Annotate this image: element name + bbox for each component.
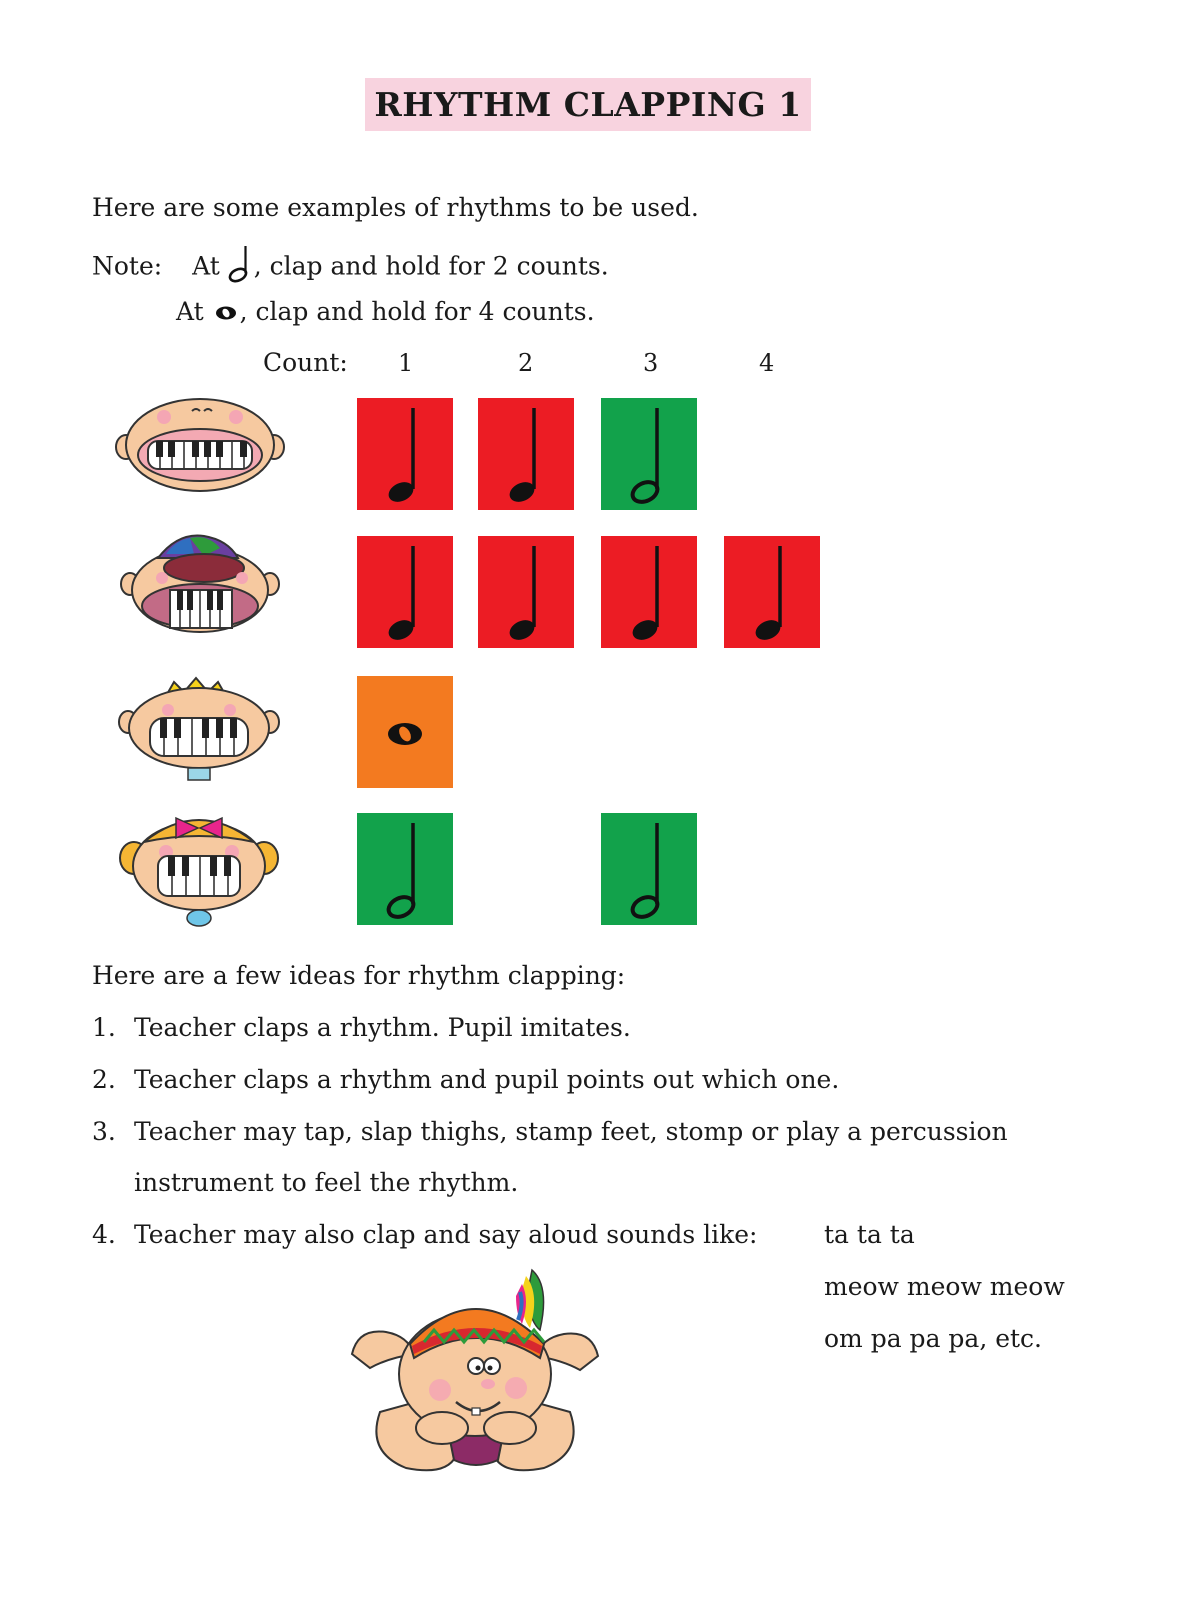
count-number-1: 1 (398, 349, 414, 377)
idea-number: 4. (92, 1220, 116, 1249)
intro-text: Here are some examples of rhythms to be used. (92, 193, 699, 222)
bow-girl-face-icon (114, 812, 284, 928)
count-number-2: 2 (518, 349, 534, 377)
quarter-note-box (724, 536, 820, 648)
feather-headband-boy-icon (340, 1262, 610, 1488)
idea-text: Teacher claps a rhythm. Pupil imitates. (134, 1013, 631, 1042)
idea-number: 2. (92, 1065, 116, 1094)
quarter-note-icon (724, 536, 820, 648)
idea-item-4 (92, 1219, 757, 1251)
note-half-line (92, 244, 609, 292)
idea-text: Teacher may also clap and say aloud sounds like: (134, 1220, 758, 1249)
count-label: Count: (263, 348, 348, 377)
whole-note-icon (357, 676, 453, 788)
note-label: Note: (92, 251, 163, 281)
sound-ta: ta ta ta (824, 1220, 915, 1249)
note-half-text: , clap and hold for 2 counts. (253, 251, 609, 281)
ideas-heading: Here are a few ideas for rhythm clapping: (92, 961, 626, 990)
half-note-box (601, 398, 697, 510)
whole-note-icon (212, 298, 240, 330)
half-note-icon (357, 813, 453, 925)
idea-number: 1. (92, 1013, 116, 1042)
idea-text: instrument to feel the rhythm. (134, 1168, 519, 1197)
quarter-note-icon (357, 536, 453, 648)
crown-face-icon (116, 676, 282, 788)
quarter-note-box (357, 536, 453, 648)
half-note-icon (601, 398, 697, 510)
idea-number: 3. (92, 1117, 116, 1146)
note-half-at: At (192, 251, 220, 281)
idea-item-1 (92, 1012, 631, 1044)
cap-boy-face-icon (118, 532, 282, 642)
quarter-note-icon (357, 398, 453, 510)
idea-text: Teacher claps a rhythm and pupil points out which one. (134, 1065, 840, 1094)
count-number-4: 4 (759, 349, 775, 377)
piano-teeth-face-icon (112, 395, 288, 495)
whole-note-box (357, 676, 453, 788)
count-number-3: 3 (643, 349, 659, 377)
page-title: RHYTHM CLAPPING 1 (374, 85, 802, 124)
idea-item-3-continued (92, 1167, 518, 1199)
quarter-note-box (601, 536, 697, 648)
quarter-note-box (357, 398, 453, 510)
title-banner (365, 78, 811, 131)
quarter-note-icon (478, 398, 574, 510)
idea-item-3 (92, 1116, 1008, 1148)
half-note-icon (228, 244, 254, 292)
quarter-note-box (478, 398, 574, 510)
quarter-note-icon (478, 536, 574, 648)
note-whole-line (176, 296, 595, 330)
idea-text: Teacher may tap, slap thighs, stamp feet, stomp or play a percussion (134, 1117, 1008, 1146)
idea-item-2 (92, 1064, 839, 1096)
half-note-box (357, 813, 453, 925)
half-note-icon (601, 813, 697, 925)
note-whole-at: At (176, 297, 204, 326)
half-note-box (601, 813, 697, 925)
quarter-note-icon (601, 536, 697, 648)
quarter-note-box (478, 536, 574, 648)
sound-meow: meow meow meow (824, 1272, 1065, 1301)
note-whole-text: , clap and hold for 4 counts. (239, 297, 595, 326)
sound-om-pa: om pa pa pa, etc. (824, 1324, 1043, 1353)
